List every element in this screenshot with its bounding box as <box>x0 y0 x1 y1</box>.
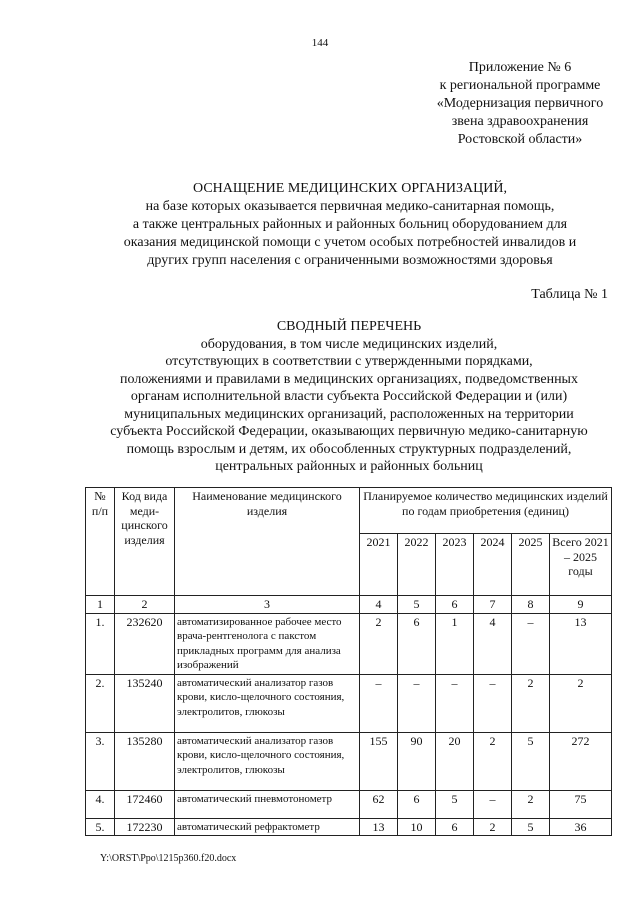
row-value: – <box>360 674 398 732</box>
row-value: – <box>512 613 550 674</box>
header-year: 2023 <box>436 534 474 596</box>
column-number: 1 <box>86 596 115 614</box>
row-code: 172230 <box>115 818 175 836</box>
row-total: 272 <box>550 732 612 790</box>
table-row <box>86 674 612 732</box>
row-value: – <box>398 674 436 732</box>
row-value: 20 <box>436 732 474 790</box>
table-row <box>86 818 612 836</box>
heading-line: а также центральных районных и районных больниц оборудованием для <box>132 217 568 232</box>
row-value: 155 <box>360 732 398 790</box>
file-path-footer: Y:\ORST\Ppo\1215p360.f20.docx <box>100 853 237 864</box>
appendix-block <box>410 59 630 149</box>
row-value: 13 <box>360 818 398 836</box>
row-value: 5 <box>512 818 550 836</box>
row-value: 6 <box>436 818 474 836</box>
list-heading-line: оборудования, в том числе медицинских изделий, <box>200 336 498 352</box>
table-row <box>86 732 612 790</box>
list-heading-line: центральных районных и районных больниц <box>215 459 483 474</box>
header-year: 2025 <box>512 534 550 596</box>
table-row <box>86 613 612 674</box>
column-number: 5 <box>398 596 436 614</box>
column-number: 8 <box>512 596 550 614</box>
header-planned: Планируемое количество медицинских изделий по годам приобретения (единиц) <box>360 488 612 534</box>
column-number: 7 <box>474 596 512 614</box>
row-total: 36 <box>550 818 612 836</box>
table-row <box>86 790 612 818</box>
list-heading-line: отсутствующих в соответствии с утвержденными порядками, <box>165 354 533 369</box>
column-number: 9 <box>550 596 612 614</box>
row-value: 6 <box>398 613 436 674</box>
heading-line: других групп населения с ограниченными возможностями здоровья <box>147 253 553 268</box>
row-value: – <box>436 674 474 732</box>
row-total: 2 <box>550 674 612 732</box>
appendix-line: Ростовской области» <box>457 132 583 147</box>
column-number: 4 <box>360 596 398 614</box>
row-value: 2 <box>474 818 512 836</box>
row-value: 5 <box>436 790 474 818</box>
row-value: 6 <box>398 790 436 818</box>
list-heading-line: муниципальных медицинских организаций, расположенных на территории <box>124 406 574 422</box>
row-code: 135240 <box>115 674 175 732</box>
row-value: 2 <box>512 674 550 732</box>
row-value: 2 <box>360 613 398 674</box>
appendix-line: звена здравоохранения <box>451 114 589 129</box>
row-num: 5. <box>86 818 115 836</box>
row-num: 4. <box>86 790 115 818</box>
column-number-row <box>86 596 612 614</box>
row-value: 90 <box>398 732 436 790</box>
row-value: 2 <box>474 732 512 790</box>
row-num: 1. <box>86 613 115 674</box>
header-name: Наименование медицинского изделия <box>175 488 360 596</box>
page-number: 144 <box>311 37 329 49</box>
appendix-line: к региональной программе <box>439 78 601 93</box>
heading-title: ОСНАЩЕНИЕ МЕДИЦИНСКИХ ОРГАНИЗАЦИЙ, <box>193 181 507 196</box>
heading-line: на базе которых оказывается первичная медико-санитарная помощь, <box>145 199 555 214</box>
appendix-line: Приложение № 6 <box>468 60 572 75</box>
row-value: 2 <box>512 790 550 818</box>
equipment-table <box>85 487 612 836</box>
row-total: 13 <box>550 613 612 674</box>
header-total: Всего 2021 – 2025 годы <box>550 534 612 596</box>
header-num: № п/п <box>86 488 115 596</box>
header-year: 2022 <box>398 534 436 596</box>
row-value: 62 <box>360 790 398 818</box>
column-number: 6 <box>436 596 474 614</box>
row-code: 232620 <box>115 613 175 674</box>
row-name: автоматический анализатор газов крови, кисло-щелочного состояния, электролитов, глюкозы <box>175 674 360 732</box>
appendix-line: «Модернизация первичного <box>436 96 604 111</box>
row-code: 172460 <box>115 790 175 818</box>
row-name: автоматический рефрактометр <box>175 818 360 836</box>
row-name: автоматический пневмотонометр <box>175 790 360 818</box>
list-heading-line: помощь взрослым и детям, их обособленных структурных подразделений, <box>126 441 572 457</box>
row-value: 10 <box>398 818 436 836</box>
header-year: 2021 <box>360 534 398 596</box>
header-code: Код вида меди-цинского изделия <box>115 488 175 596</box>
row-name: автоматизированное рабочее место врача-рентгенолога с пакстом прикладных программ для анализа изображений <box>175 613 360 674</box>
row-value: 5 <box>512 732 550 790</box>
header-year: 2024 <box>474 534 512 596</box>
list-heading-line: органам исполнительной власти субъекта Российской Федерации и (или) <box>130 389 568 404</box>
row-value: 4 <box>474 613 512 674</box>
row-total: 75 <box>550 790 612 818</box>
row-num: 3. <box>86 732 115 790</box>
list-heading <box>58 318 640 476</box>
row-name: автоматический анализатор газов крови, кисло-щелочного состояния, электролитов, глюкозы <box>175 732 360 790</box>
document-heading <box>60 180 640 270</box>
list-heading-line: положениями и правилами в медицинских организациях, подведомственных <box>120 371 578 387</box>
column-number: 3 <box>175 596 360 614</box>
row-code: 135280 <box>115 732 175 790</box>
column-number: 2 <box>115 596 175 614</box>
row-value: – <box>474 674 512 732</box>
list-heading-line: субъекта Российской Федерации, оказывающих первичную медико-санитарную <box>110 424 588 439</box>
row-value: – <box>474 790 512 818</box>
heading-line: оказания медицинской помощи с учетом особых потребностей инвалидов и <box>123 235 577 250</box>
list-title: СВОДНЫЙ ПЕРЕЧЕНЬ <box>276 319 422 334</box>
table-label: Таблица № 1 <box>531 287 608 302</box>
row-num: 2. <box>86 674 115 732</box>
row-value: 1 <box>436 613 474 674</box>
